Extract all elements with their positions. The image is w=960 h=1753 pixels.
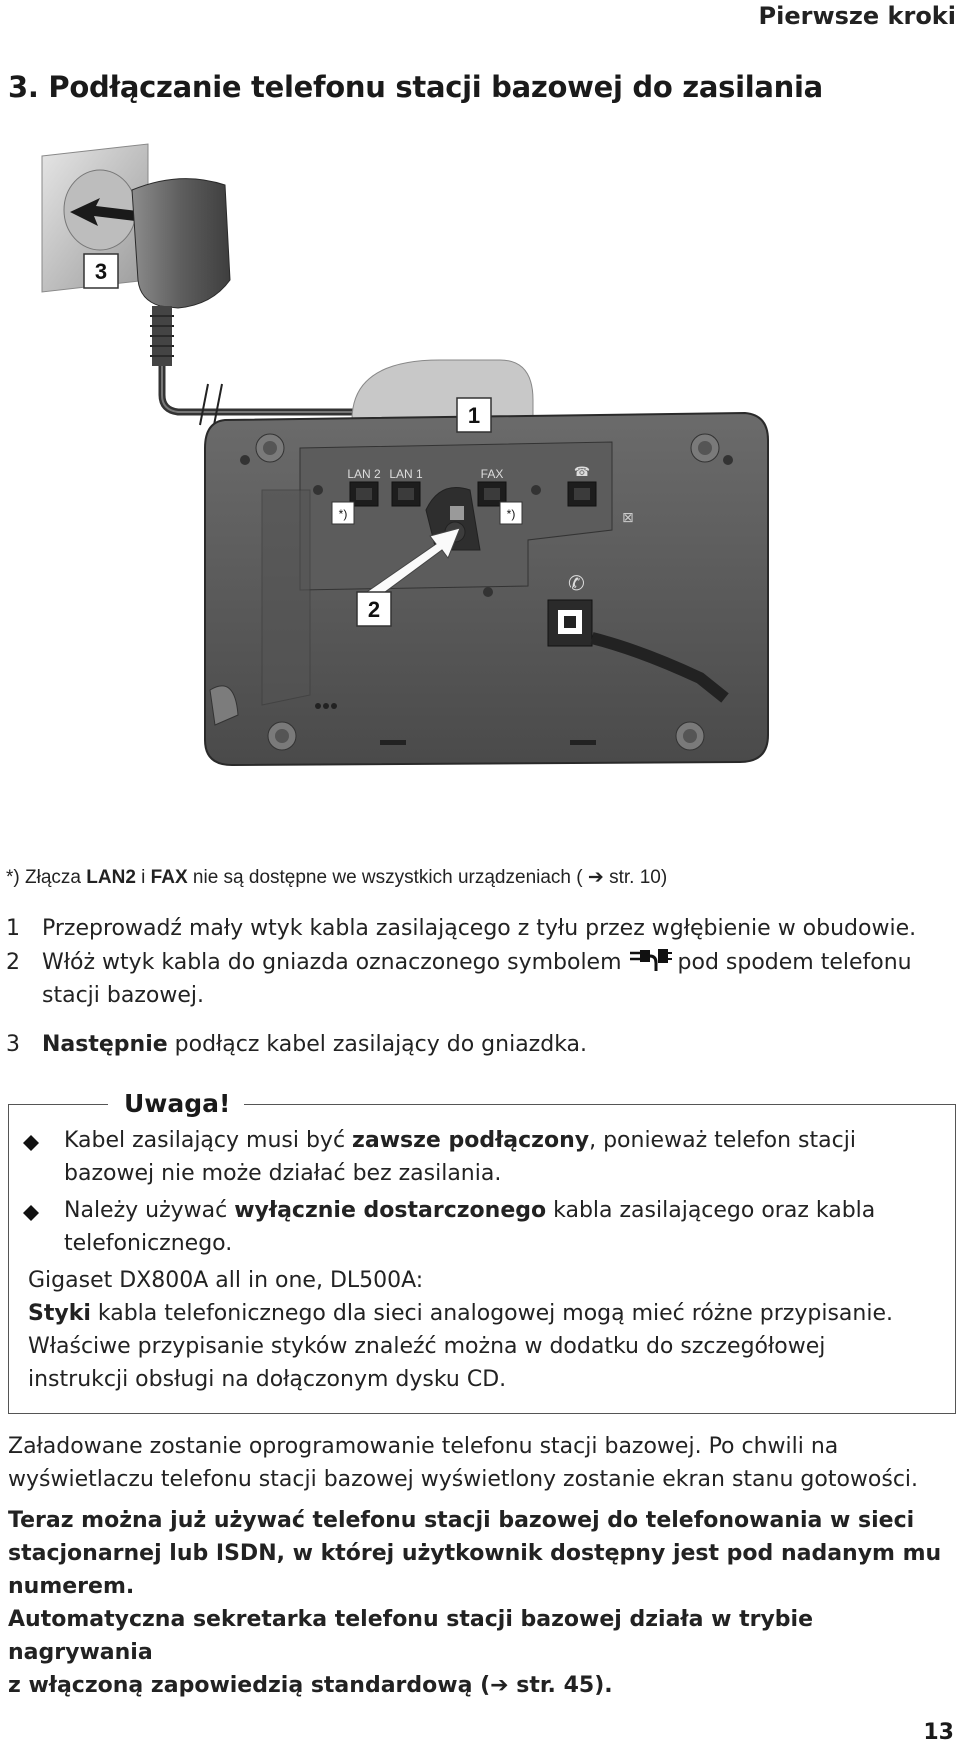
step-text: pod spodem telefonu	[677, 950, 912, 975]
phone-line-port	[568, 482, 596, 506]
paragraph-answering-machine	[8, 1603, 958, 1702]
notice-text: Należy używać	[64, 1198, 235, 1223]
phone-symbol-icon: ☎	[573, 465, 591, 480]
paragraph-software	[8, 1430, 958, 1496]
footnote-marker-right: *)	[506, 507, 516, 521]
label-lan1: LAN 1	[389, 467, 423, 481]
footnote-text: Złącza	[25, 867, 87, 888]
notice-text: Właściwe przypisanie styków znaleźć można w dodatku do szczegółowej	[28, 1334, 826, 1359]
paragraph-line: wyświetlaczu telefonu stacji bazowej wyświetlony zostanie ekran stanu gotowości.	[8, 1467, 919, 1492]
page-number: 13	[923, 1720, 954, 1745]
arrow-icon: ➔	[490, 1673, 509, 1698]
footnote-bold-fax: FAX	[150, 867, 188, 888]
lan1-port	[392, 482, 420, 506]
notice-bold: wyłącznie dostarczonego	[234, 1198, 547, 1223]
label-lan2: LAN 2	[347, 467, 381, 481]
power-plug-icon	[628, 947, 672, 973]
section-title: 3. Podłączanie telefonu stacji bazowej do zasilania	[8, 70, 823, 104]
notice-text: bazowej nie może działać bez zasilania.	[64, 1161, 502, 1186]
base-station-illustration	[0, 130, 960, 860]
paragraph-line: Załadowane zostanie oprogramowanie telefonu stacji bazowej. Po chwili na	[8, 1434, 839, 1459]
bullet-diamond-icon	[22, 1204, 40, 1222]
paragraph-line: z włączoną zapowiedzią standardową (	[8, 1673, 491, 1698]
paragraph-usage	[8, 1504, 958, 1603]
footnote-text: i	[135, 867, 151, 888]
paragraph-line: Automatyczna sekretarka telefonu stacji bazowej działa w trybie nagrywania	[8, 1607, 813, 1665]
step-text-continuation: stacji bazowej.	[42, 983, 204, 1008]
footnote-marker-left: *)	[338, 507, 348, 521]
arrow-icon: ➔	[587, 867, 604, 888]
bullet-diamond-icon	[22, 1134, 40, 1152]
notice-model-info	[28, 1264, 948, 1396]
paragraph-line: numerem.	[8, 1574, 135, 1599]
notice-model-line: Gigaset DX800A all in one, DL500A:	[28, 1268, 424, 1293]
notice-bold: Styki	[28, 1301, 91, 1326]
weee-icon: ⊠	[622, 510, 634, 526]
step-number: 2	[6, 950, 20, 975]
notice-bullet-1	[64, 1124, 856, 1190]
footnote-marker: *)	[6, 867, 20, 888]
running-header: Pierwsze kroki	[758, 2, 956, 30]
notice-text: instrukcji obsługi na dołączonym dysku CD.	[28, 1367, 507, 1392]
step-2	[6, 946, 951, 1012]
step-text: Włóż wtyk kabla do gniazda oznaczonego symbolem	[42, 950, 622, 975]
page-reference-link[interactable]: str. 45).	[508, 1673, 613, 1698]
step-number: 3	[6, 1032, 20, 1057]
label-fax: FAX	[480, 467, 504, 481]
notice-text: kabla telefonicznego dla sieci analogowej mogą mieć różne przypisanie.	[90, 1301, 893, 1326]
notice-text: Kabel zasilający musi być	[64, 1128, 353, 1153]
step-text: podłącz kabel zasilający do gniazdka.	[167, 1032, 588, 1057]
step-3	[6, 1028, 951, 1061]
footnote-text: nie są dostępne we wszystkich urządzeniach (	[187, 867, 583, 888]
callout-2: 2	[367, 597, 381, 622]
paragraph-line: Teraz można już używać telefonu stacji bazowej do telefonowania w sieci	[8, 1508, 915, 1533]
step-bold: Następnie	[42, 1032, 168, 1057]
step-1	[6, 912, 951, 945]
footnote-reference[interactable]: str. 10)	[603, 867, 668, 888]
notice-text: telefonicznego.	[64, 1231, 233, 1256]
callout-1: 1	[467, 403, 481, 428]
notice-text: , ponieważ telefon stacji	[589, 1128, 856, 1153]
footnote	[6, 866, 667, 889]
step-number: 1	[6, 916, 20, 941]
power-adapter	[132, 179, 230, 308]
step-text: Przeprowadź mały wtyk kabla zasilającego z tyłu przez wgłębienie w obudowie.	[42, 916, 917, 941]
notice-title: Uwaga!	[108, 1089, 244, 1118]
callout-3: 3	[94, 259, 108, 284]
notice-text: kabla zasilającego oraz kabla	[546, 1198, 876, 1223]
handset-icon: ✆	[568, 571, 585, 595]
paragraph-line: stacjonarnej lub ISDN, w której użytkownik dostępny jest pod nadanym mu	[8, 1541, 942, 1566]
footnote-bold-lan2: LAN2	[86, 867, 136, 888]
notice-bold: zawsze podłączony	[352, 1128, 590, 1153]
notice-bullet-2	[64, 1194, 875, 1260]
